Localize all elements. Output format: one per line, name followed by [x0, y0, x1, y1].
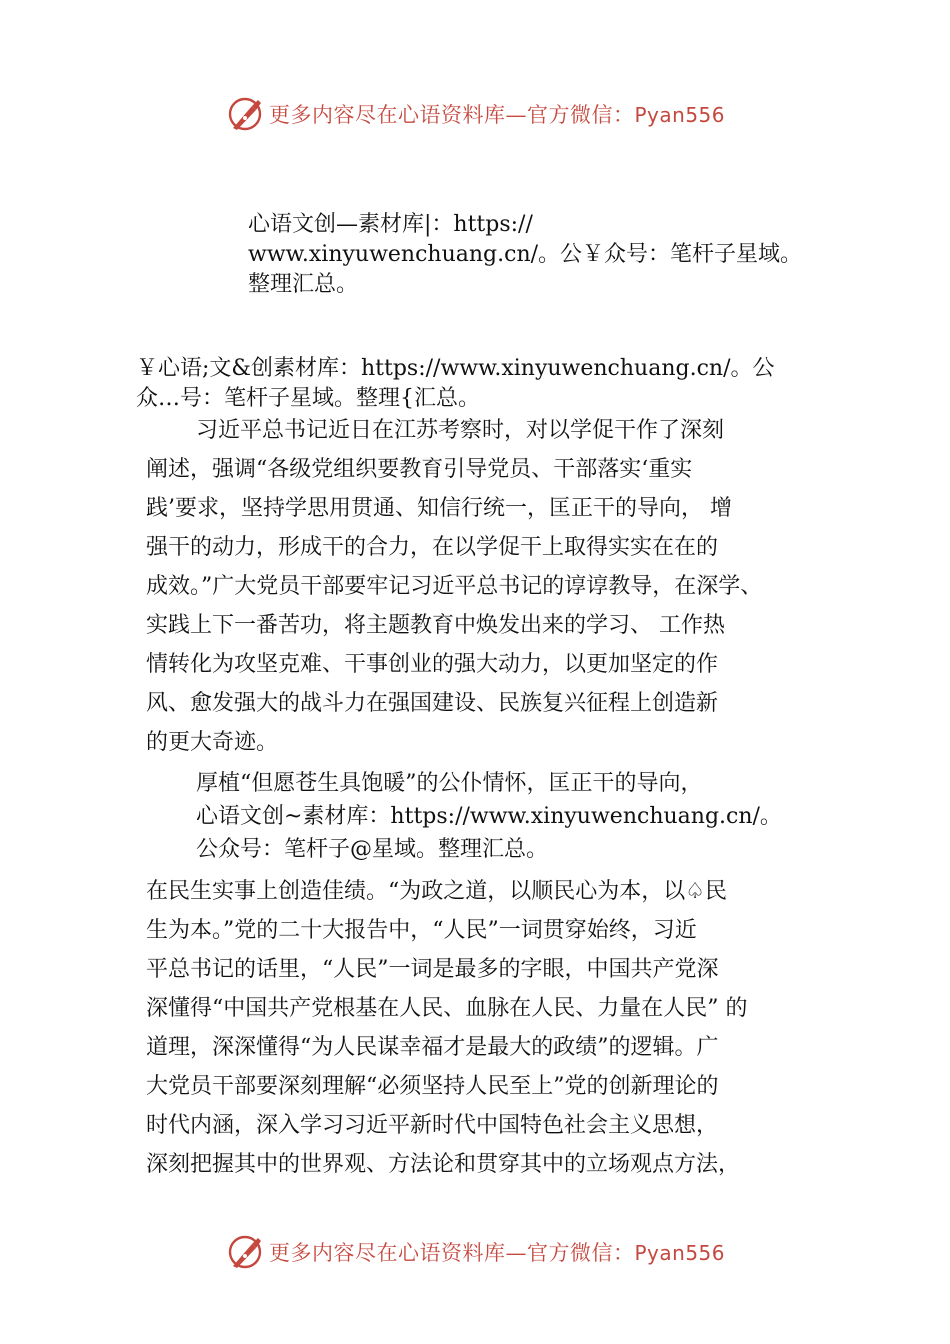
pen-nib-logo-icon	[225, 94, 265, 134]
text-line: 众…号：笔杆子星域。整理{汇总。	[136, 386, 480, 411]
paragraph-line: 阐述，强调“各级党组织要教育引导党员、干部落实‘重实	[146, 457, 693, 482]
pen-nib-logo-icon	[225, 1232, 265, 1272]
paragraph-line: 实践上下一番苦功，将主题教育中焕发出来的学习、 工作热	[146, 613, 725, 638]
paragraph-line: 深懂得“中国共产党根基在人民、血脉在人民、力量在人民” 的	[146, 996, 748, 1021]
text-line: 整理汇总。	[248, 272, 359, 297]
paragraph-line: 的更大奇迹。	[146, 730, 279, 755]
paragraph-line: 习近平总书记近日在江苏考察时，对以学促干作了深刻	[196, 418, 725, 443]
paragraph-line: 在民生实事上创造佳绩。“为政之道，以顺民心为本，以♤民	[146, 879, 727, 904]
paragraph-line: 成效。”广大党员干部要牢记习近平总书记的谆谆教导，在深学、	[146, 574, 763, 599]
footer-banner	[0, 1228, 950, 1276]
paragraph-line: 情转化为攻坚克难、干事创业的强大动力，以更加坚定的作	[146, 652, 719, 677]
text-line: www.xinyuwenchuang.cn/。公￥众号：笔杆子星域。	[248, 242, 803, 267]
paragraph-line: 心语文创~素材库：https://www.xinyuwenchuang.cn/。	[196, 804, 782, 829]
text-line: 心语文创—素材库|：https://	[248, 212, 533, 237]
paragraph-line: 强干的动力，形成干的合力，在以学促干上取得实实在在的	[146, 535, 719, 560]
paragraph-line: 大党员干部要深刻理解“必须坚持人民至上”党的创新理论的	[146, 1074, 719, 1099]
paragraph-line: 深刻把握其中的世界观、方法论和贯穿其中的立场观点方法，	[146, 1152, 741, 1177]
paragraph-line: 平总书记的话里，“人民”一词是最多的字眼，中国共产党深	[146, 957, 719, 982]
text-line: ￥心语;文&创素材库：https://www.xinyuwenchuang.cn/。公	[136, 356, 775, 381]
header-banner	[0, 90, 950, 138]
paragraph-line: 道理，深深懂得“为人民谋幸福才是最大的政绩”的逻辑。广	[146, 1035, 719, 1060]
paragraph-line: 风、愈发强大的战斗力在强国建设、民族复兴征程上创造新	[146, 691, 719, 716]
paragraph-line: 生为本。”党的二十大报告中，“人民”一词贯穿始终，习近	[146, 918, 697, 943]
banner-text: 更多内容尽在心语资料库—官方微信：Pyan556	[268, 1241, 725, 1265]
paragraph-line: 时代内涵，深入学习习近平新时代中国特色社会主义思想，	[146, 1113, 719, 1138]
paragraph-line: 践’要求，坚持学思用贯通、知信行统一，匡正干的导向， 增	[146, 496, 732, 521]
banner-text: 更多内容尽在心语资料库—官方微信：Pyan556	[268, 103, 725, 127]
paragraph-line: 公众号：笔杆子@星域。整理汇总。	[196, 837, 549, 862]
paragraph-line: 厚植“但愿苍生具饱暖”的公仆情怀，匡正干的导向，	[196, 771, 703, 796]
